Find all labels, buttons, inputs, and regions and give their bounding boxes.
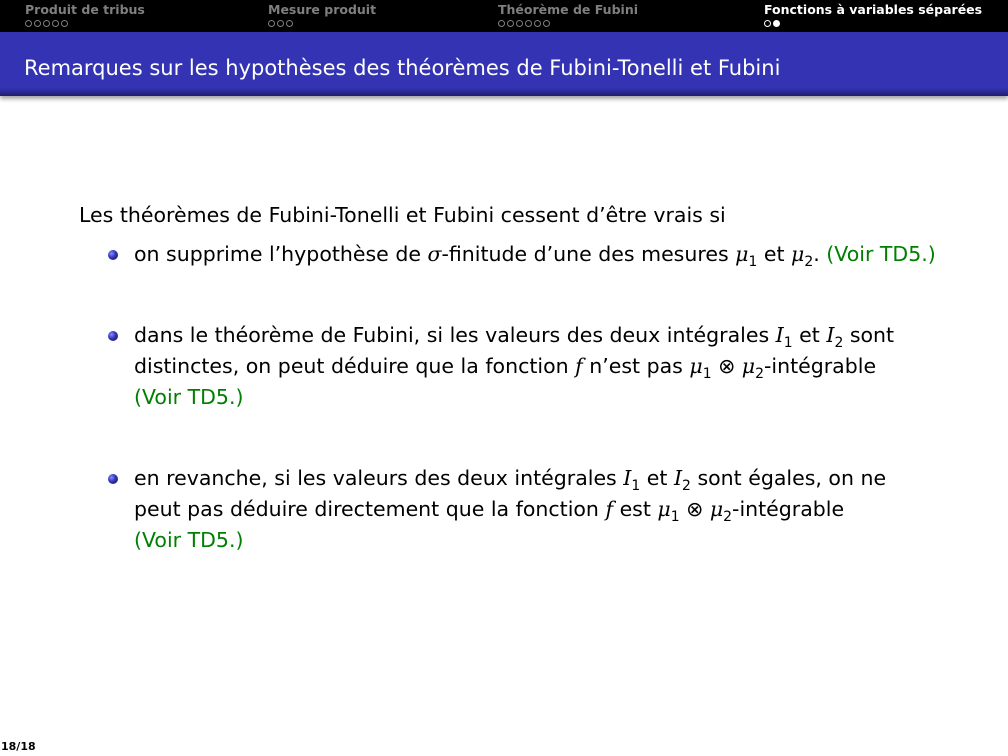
otimes-symbol: ⊗ [711, 354, 742, 378]
frame-title: Remarques sur les hypothèses des théorèmes de Fubini-Tonelli et Fubini [24, 56, 781, 80]
current-frame-dot[interactable] [773, 20, 780, 27]
integral-I2-symbol: I [826, 323, 835, 347]
function-f-symbol: f [575, 354, 583, 378]
mu2-symbol: μ [791, 242, 805, 266]
subscript: 2 [834, 335, 844, 352]
nav-section-label: Fonctions à variables séparées [764, 2, 983, 17]
frame-dot[interactable] [525, 20, 532, 27]
nav-section-label: Théorème de Fubini [498, 2, 638, 17]
bullet-icon [108, 250, 118, 260]
td-reference-link[interactable]: (Voir TD5.) [134, 528, 244, 552]
nav-section-fonctions-variables-separees[interactable] [764, 2, 982, 27]
nav-section-label: Mesure produit [268, 2, 377, 17]
bullet-list [79, 239, 939, 556]
frame-dot[interactable] [61, 20, 68, 27]
bullet-icon [108, 331, 118, 341]
nav-frame-dots [25, 20, 145, 27]
frame-dot[interactable] [516, 20, 523, 27]
subscript: 2 [723, 509, 733, 526]
nav-section-theoreme-de-fubini[interactable] [498, 2, 638, 27]
frame-dot[interactable] [52, 20, 59, 27]
nav-frame-dots [764, 20, 982, 27]
item-text: et [640, 466, 674, 490]
item-text: et [757, 242, 792, 266]
frame-dot[interactable] [277, 20, 284, 27]
frame-dot[interactable] [43, 20, 50, 27]
list-item [79, 239, 939, 270]
subscript: 1 [783, 335, 793, 352]
item-text: -intégrable [764, 354, 877, 378]
item-text: en revanche, si les valeurs des deux intégrales [134, 466, 624, 490]
subscript: 1 [702, 366, 712, 383]
item-text: est [613, 497, 658, 521]
mu2-symbol: μ [709, 497, 724, 521]
nav-section-label: Produit de tribus [25, 2, 145, 17]
item-text: . [813, 242, 827, 266]
subscript: 2 [804, 254, 814, 271]
item-text: et [792, 323, 827, 347]
nav-section-produit-de-tribus[interactable] [25, 2, 145, 27]
td-reference-link[interactable]: (Voir TD5.) [134, 385, 244, 409]
frame-dot[interactable] [498, 20, 505, 27]
item-text: dans le théorème de Fubini, si les valeurs des deux intégrales [134, 323, 776, 347]
item-text: -intégrable [732, 497, 845, 521]
function-f-symbol: f [605, 497, 614, 521]
item-text: -finitude d’une des mesures [441, 242, 736, 266]
td-reference-link[interactable]: (Voir TD5.) [826, 242, 936, 266]
mu2-symbol: μ [741, 354, 756, 378]
nav-frame-dots [268, 20, 376, 27]
otimes-symbol: ⊗ [679, 497, 710, 521]
frame-dot[interactable] [34, 20, 41, 27]
item-text: sont distinctes, on peut déduire que la fonction [134, 323, 895, 378]
page-number: 18/18 [1, 740, 36, 753]
integral-I1-symbol: I [623, 466, 632, 490]
mu1-symbol: μ [735, 242, 749, 266]
frame-dot[interactable] [543, 20, 550, 27]
mu1-symbol: μ [657, 497, 671, 521]
subscript: 2 [755, 366, 764, 383]
item-text: on supprime l’hypothèse de [134, 242, 428, 266]
frame-title-bar [0, 32, 1008, 96]
subscript: 1 [748, 254, 758, 271]
frame-dot[interactable] [25, 20, 32, 27]
nav-section-mesure-produit[interactable] [268, 2, 376, 27]
frame-dot[interactable] [764, 20, 771, 27]
item-text: sont égales, on ne peut pas déduire directement que la fonction [134, 466, 887, 521]
frame-dot[interactable] [286, 20, 293, 27]
subscript: 2 [682, 478, 691, 495]
frame-dot[interactable] [268, 20, 275, 27]
list-item [79, 320, 939, 413]
intro-text: Les théorèmes de Fubini-Tonelli et Fubini cessent d’être vrais si [79, 203, 726, 227]
bullet-icon [108, 474, 118, 484]
sigma-symbol: σ [427, 242, 442, 266]
subscript: 1 [670, 509, 680, 526]
frame-dot[interactable] [534, 20, 541, 27]
integral-I2-symbol: I [673, 466, 683, 490]
slide-content [79, 200, 939, 606]
nav-frame-dots [498, 20, 638, 27]
mu1-symbol: μ [689, 354, 703, 378]
integral-I1-symbol: I [775, 323, 784, 347]
subscript: 1 [631, 478, 641, 495]
section-navigation-bar [0, 0, 1008, 32]
frame-dot[interactable] [507, 20, 514, 27]
list-item [79, 463, 939, 556]
item-text: n’est pas [582, 354, 690, 378]
